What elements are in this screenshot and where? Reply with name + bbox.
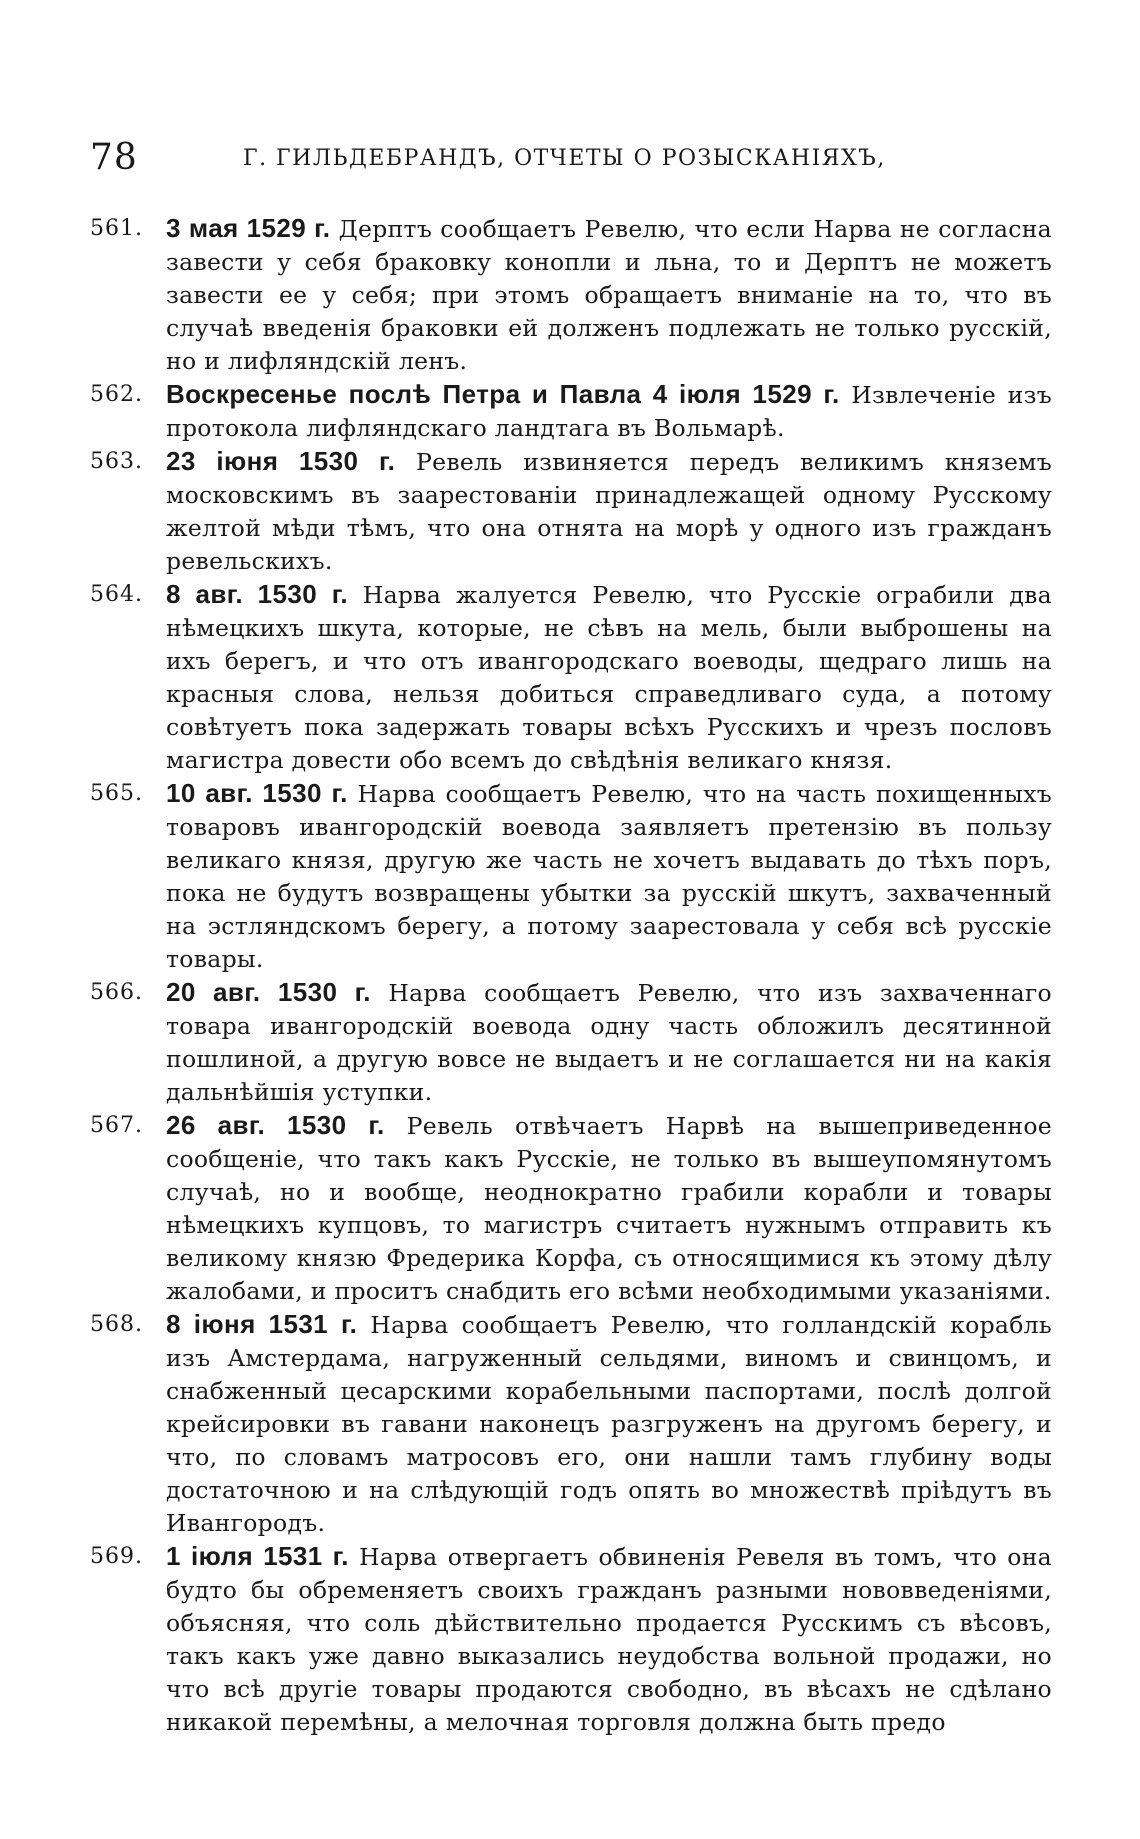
entry-562 xyxy=(90,378,1052,445)
entry-561 xyxy=(90,212,1052,378)
entry-list xyxy=(90,212,1052,1739)
entry-text: Извлеченіе изъ протокола лифляндскаго ландтага въ Вольмарѣ. xyxy=(166,381,1052,442)
entry-date: 8 авг. 1530 г. xyxy=(166,579,348,609)
entry-number: 561. xyxy=(90,216,143,241)
entry-566 xyxy=(90,976,1052,1109)
entry-number: 567. xyxy=(90,1113,143,1138)
entry-date: 8 іюня 1531 г. xyxy=(166,1309,358,1339)
entry-text: Нарва жалуется Ревелю, что Русскіе ограбили два нѣмецкихъ шкута, которые, не сѣвъ на мель, были выброшены на ихъ берегъ, и что отъ ивангородскаго воеводы, щедраго лишь на красныя слова, нельзя добиться справедливаго суда, а потому совѣтуетъ пока задержать товары всѣхъ Русскихъ и чрезъ пословъ магистра довести обо всемъ до свѣдѣнія великаго князя. xyxy=(166,581,1052,774)
entry-text: Нарва сообщаетъ Ревелю, что голландскій корабль изъ Амстердама, нагруженный сельдями, виномъ и свинцомъ, и снабженный цесарскими корабельными паспортами, послѣ долгой крейсировки въ гавани наконецъ разгруженъ на другомъ берегу, и что, по словамъ матросовъ его, они нашли тамъ глубину воды достаточною и на слѣдующій годъ опять во множествѣ пріѣдутъ въ Ивангородъ. xyxy=(166,1311,1052,1537)
entry-569 xyxy=(90,1540,1052,1739)
entry-body xyxy=(166,378,1052,445)
entry-text: Нарва сообщаетъ Ревелю, что на часть похищенныхъ товаровъ ивангородскій воевода заявляетъ претензію въ пользу великаго князя, другую же часть не хочетъ выдавать до тѣхъ поръ, пока не будутъ возвращены убытки за русскій шкутъ, захваченный на эстляндскомъ берегу, а потому заарестовала у себя всѣ русскіе товары. xyxy=(166,780,1052,973)
entry-565 xyxy=(90,777,1052,976)
entry-body xyxy=(166,1308,1052,1540)
entry-body xyxy=(166,777,1052,976)
entry-body xyxy=(166,445,1052,578)
entry-567 xyxy=(90,1109,1052,1308)
entry-number: 565. xyxy=(90,781,143,806)
entry-body xyxy=(166,212,1052,378)
entry-text: Дерптъ сообщаетъ Ревелю, что если Нарва не согласна завести у себя браковку конопли и льна, то и Дерптъ не можетъ завести ее у себя; при этомъ обращаетъ вниманіе на то, что въ случаѣ введенія браковки ей долженъ подлежать не только русскій, но и лифляндскій ленъ. xyxy=(166,215,1052,375)
entry-body xyxy=(166,578,1052,777)
entry-number: 568. xyxy=(90,1312,143,1337)
entry-date: 23 іюня 1530 г. xyxy=(166,446,396,476)
entry-date: 20 авг. 1530 г. xyxy=(166,977,371,1007)
entry-number: 566. xyxy=(90,980,143,1005)
entry-number: 564. xyxy=(90,582,143,607)
entry-body xyxy=(166,1109,1052,1308)
entry-date: 26 авг. 1530 г. xyxy=(166,1110,385,1140)
entry-563 xyxy=(90,445,1052,578)
entry-number: 569. xyxy=(90,1544,143,1569)
entry-date: Воскресенье послѣ Петра и Павла 4 іюля 1529 г. xyxy=(166,379,840,409)
entry-date: 3 мая 1529 г. xyxy=(166,213,331,243)
entry-number: 562. xyxy=(90,382,143,407)
entry-568 xyxy=(90,1308,1052,1540)
entry-date: 1 іюля 1531 г. xyxy=(166,1541,349,1571)
entry-text: Нарва сообщаетъ Ревелю, что изъ захваченнаго товара ивангородскій воевода одну часть обложилъ десятинной пошлиной, а другую вовсе не выдаетъ и не соглашается ни на какія дальнѣйшія уступки. xyxy=(166,979,1052,1106)
running-title: Г. ГИЛЬДЕБРАНДЪ, ОТЧЕТЫ О РОЗЫСКАНІЯХЪ, xyxy=(243,146,886,171)
entry-564 xyxy=(90,578,1052,777)
page-header xyxy=(90,138,1050,178)
page-number: 78 xyxy=(90,137,138,178)
entry-date: 10 авг. 1530 г. xyxy=(166,778,348,808)
entry-body xyxy=(166,1540,1052,1739)
entry-text: Ревель извиняется передъ великимъ княземъ московскимъ въ заарестованіи принадлежащей одному Русскому желтой мѣди тѣмъ, что она отнята на морѣ у одного изъ гражданъ ревельскихъ. xyxy=(166,448,1052,575)
entry-body xyxy=(166,976,1052,1109)
entry-number: 563. xyxy=(90,449,143,474)
entry-text: Ревель отвѣчаетъ Нарвѣ на вышеприведенное сообщеніе, что такъ какъ Русскіе, не только въ вышеупомянутомъ случаѣ, но и вообще, неоднократно грабили корабли и товары нѣмецкихъ купцовъ, то магистръ считаетъ нужнымъ отправить къ великому князю Фредерика Корфа, съ относящимися къ этому дѣлу жалобами, и проситъ снабдить его всѣми необходимыми указаніями. xyxy=(166,1112,1052,1305)
entry-text: Нарва отвергаетъ обвиненія Ревеля въ томъ, что она будто бы обременяетъ своихъ гражданъ разными нововведеніями, объясняя, что соль дѣйствительно продается Русскимъ съ вѣсовъ, такъ какъ уже давно выказались неудобства вольной продажи, но что всѣ другіе товары продаются свободно, въ вѣсахъ не сдѣлано никакой перемѣны, а мелочная торговля должна быть предо xyxy=(166,1543,1052,1736)
